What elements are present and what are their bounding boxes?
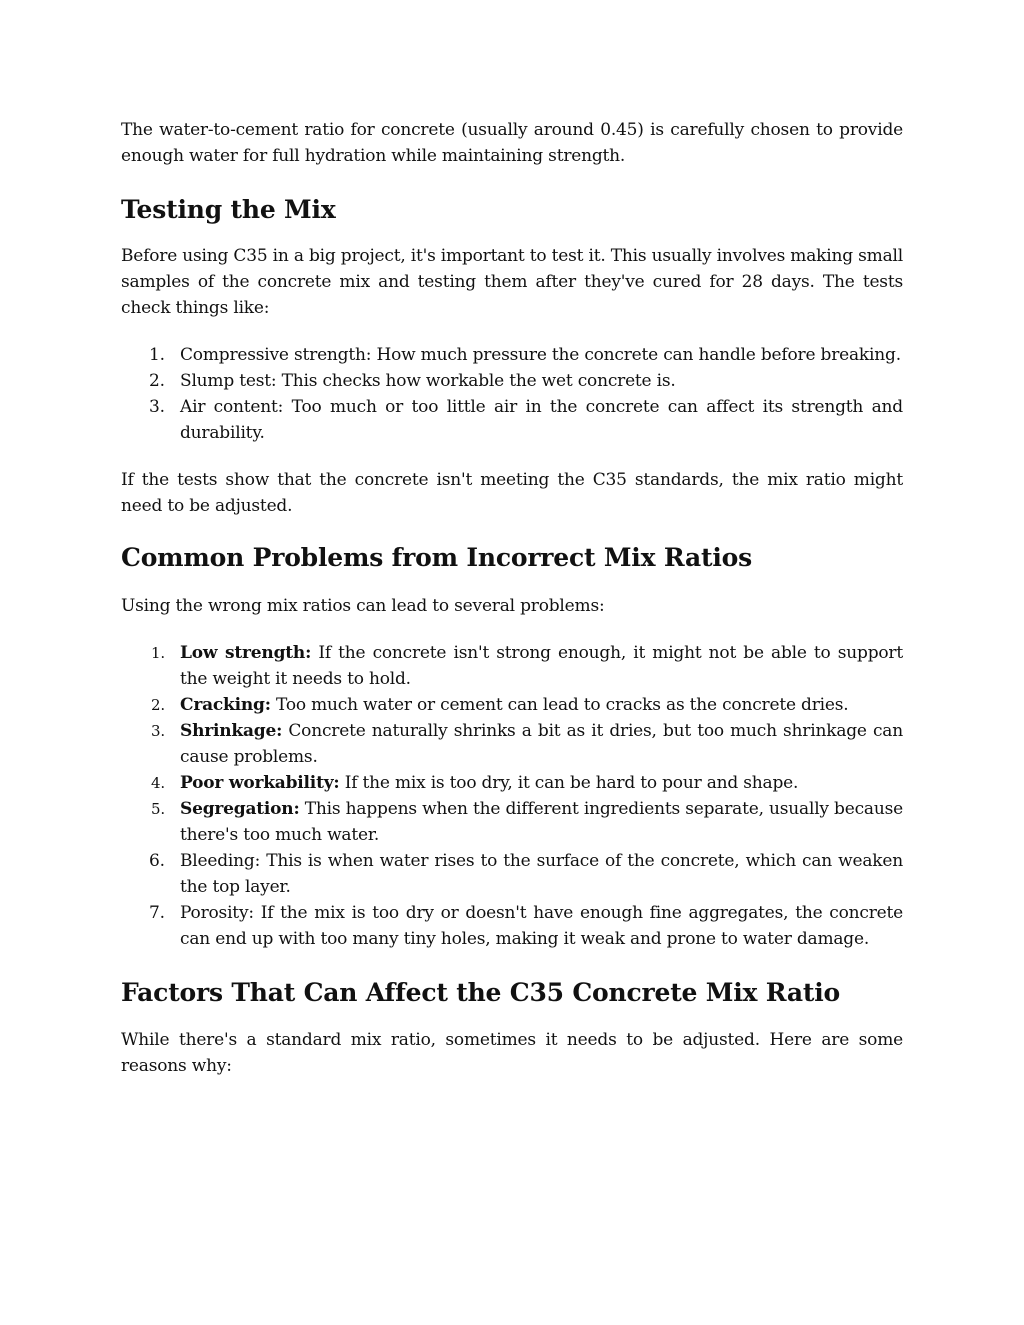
list-item-term: Low strength: <box>180 643 312 663</box>
list-item-text: Concrete naturally shrinks a bit as it dries, but too much shrinkage can cause problems. <box>180 721 903 767</box>
list-item <box>121 394 903 446</box>
list-item <box>121 848 903 900</box>
list-item-term: Cracking: <box>180 695 271 715</box>
list-item-number: 3. <box>149 397 165 417</box>
list-item-number: 4. <box>151 774 165 792</box>
heading-factors: Factors That Can Affect the C35 Concrete Mix Ratio <box>121 978 841 1007</box>
factors-paragraph: While there's a standard mix ratio, sometimes it needs to be adjusted. Here are some reasons why: <box>121 1030 903 1076</box>
list-item-number: 1. <box>149 345 165 365</box>
list-item <box>121 640 903 692</box>
list-item <box>121 718 903 770</box>
problems-paragraph: Using the wrong mix ratios can lead to several problems: <box>121 596 605 616</box>
list-item-number: 2. <box>149 371 165 391</box>
list-item <box>121 796 903 848</box>
list-item-text: Porosity: If the mix is too dry or doesn't have enough fine aggregates, the concrete can end up with too many tiny holes, making it weak and prone to water damage. <box>180 903 903 949</box>
list-item-number: 7. <box>149 903 165 923</box>
problems-list <box>121 640 903 952</box>
list-item-text: If the concrete isn't strong enough, it might not be able to support the weight it needs to hold. <box>180 643 903 689</box>
list-item-number: 2. <box>151 696 165 714</box>
list-item-text: If the mix is too dry, it can be hard to pour and shape. <box>339 773 799 793</box>
list-item-text: Too much water or cement can lead to cracks as the concrete dries. <box>270 695 849 715</box>
testing-list <box>121 342 903 446</box>
list-item-term: Shrinkage: <box>180 721 283 741</box>
list-item-text: Bleeding: This is when water rises to the surface of the concrete, which can weaken the top layer. <box>180 851 903 897</box>
list-item-number: 3. <box>151 722 165 740</box>
list-item-term: Segregation: <box>180 799 300 819</box>
list-item-text: Compressive strength: How much pressure the concrete can handle before breaking. <box>180 345 901 365</box>
list-item <box>121 342 903 368</box>
testing-paragraph: Before using C35 in a big project, it's important to test it. This usually involves making small samples of the concrete mix and testing them after they've cured for 28 days. The tests check things like: <box>121 246 903 318</box>
heading-testing-the-mix: Testing the Mix <box>121 195 336 224</box>
list-item <box>121 900 903 952</box>
heading-common-problems: Common Problems from Incorrect Mix Ratios <box>121 543 752 572</box>
intro-paragraph: The water-to-cement ratio for concrete (usually around 0.45) is carefully chosen to provide enough water for full hydration while maintaining strength. <box>121 120 903 166</box>
list-item <box>121 692 903 718</box>
testing-closing-paragraph: If the tests show that the concrete isn't meeting the C35 standards, the mix ratio might need to be adjusted. <box>121 470 903 516</box>
list-item-term: Poor workability: <box>180 773 340 793</box>
list-item-number: 6. <box>149 851 165 871</box>
list-item-number: 5. <box>151 800 165 818</box>
list-item <box>121 368 903 394</box>
list-item-text: Slump test: This checks how workable the wet concrete is. <box>180 371 676 391</box>
list-item <box>121 770 903 796</box>
document-page <box>121 117 903 1079</box>
list-item-text: Air content: Too much or too little air in the concrete can affect its strength and durability. <box>180 397 903 443</box>
list-item-number: 1. <box>151 644 165 662</box>
list-item-text: This happens when the different ingredients separate, usually because there's too much water. <box>180 799 903 845</box>
